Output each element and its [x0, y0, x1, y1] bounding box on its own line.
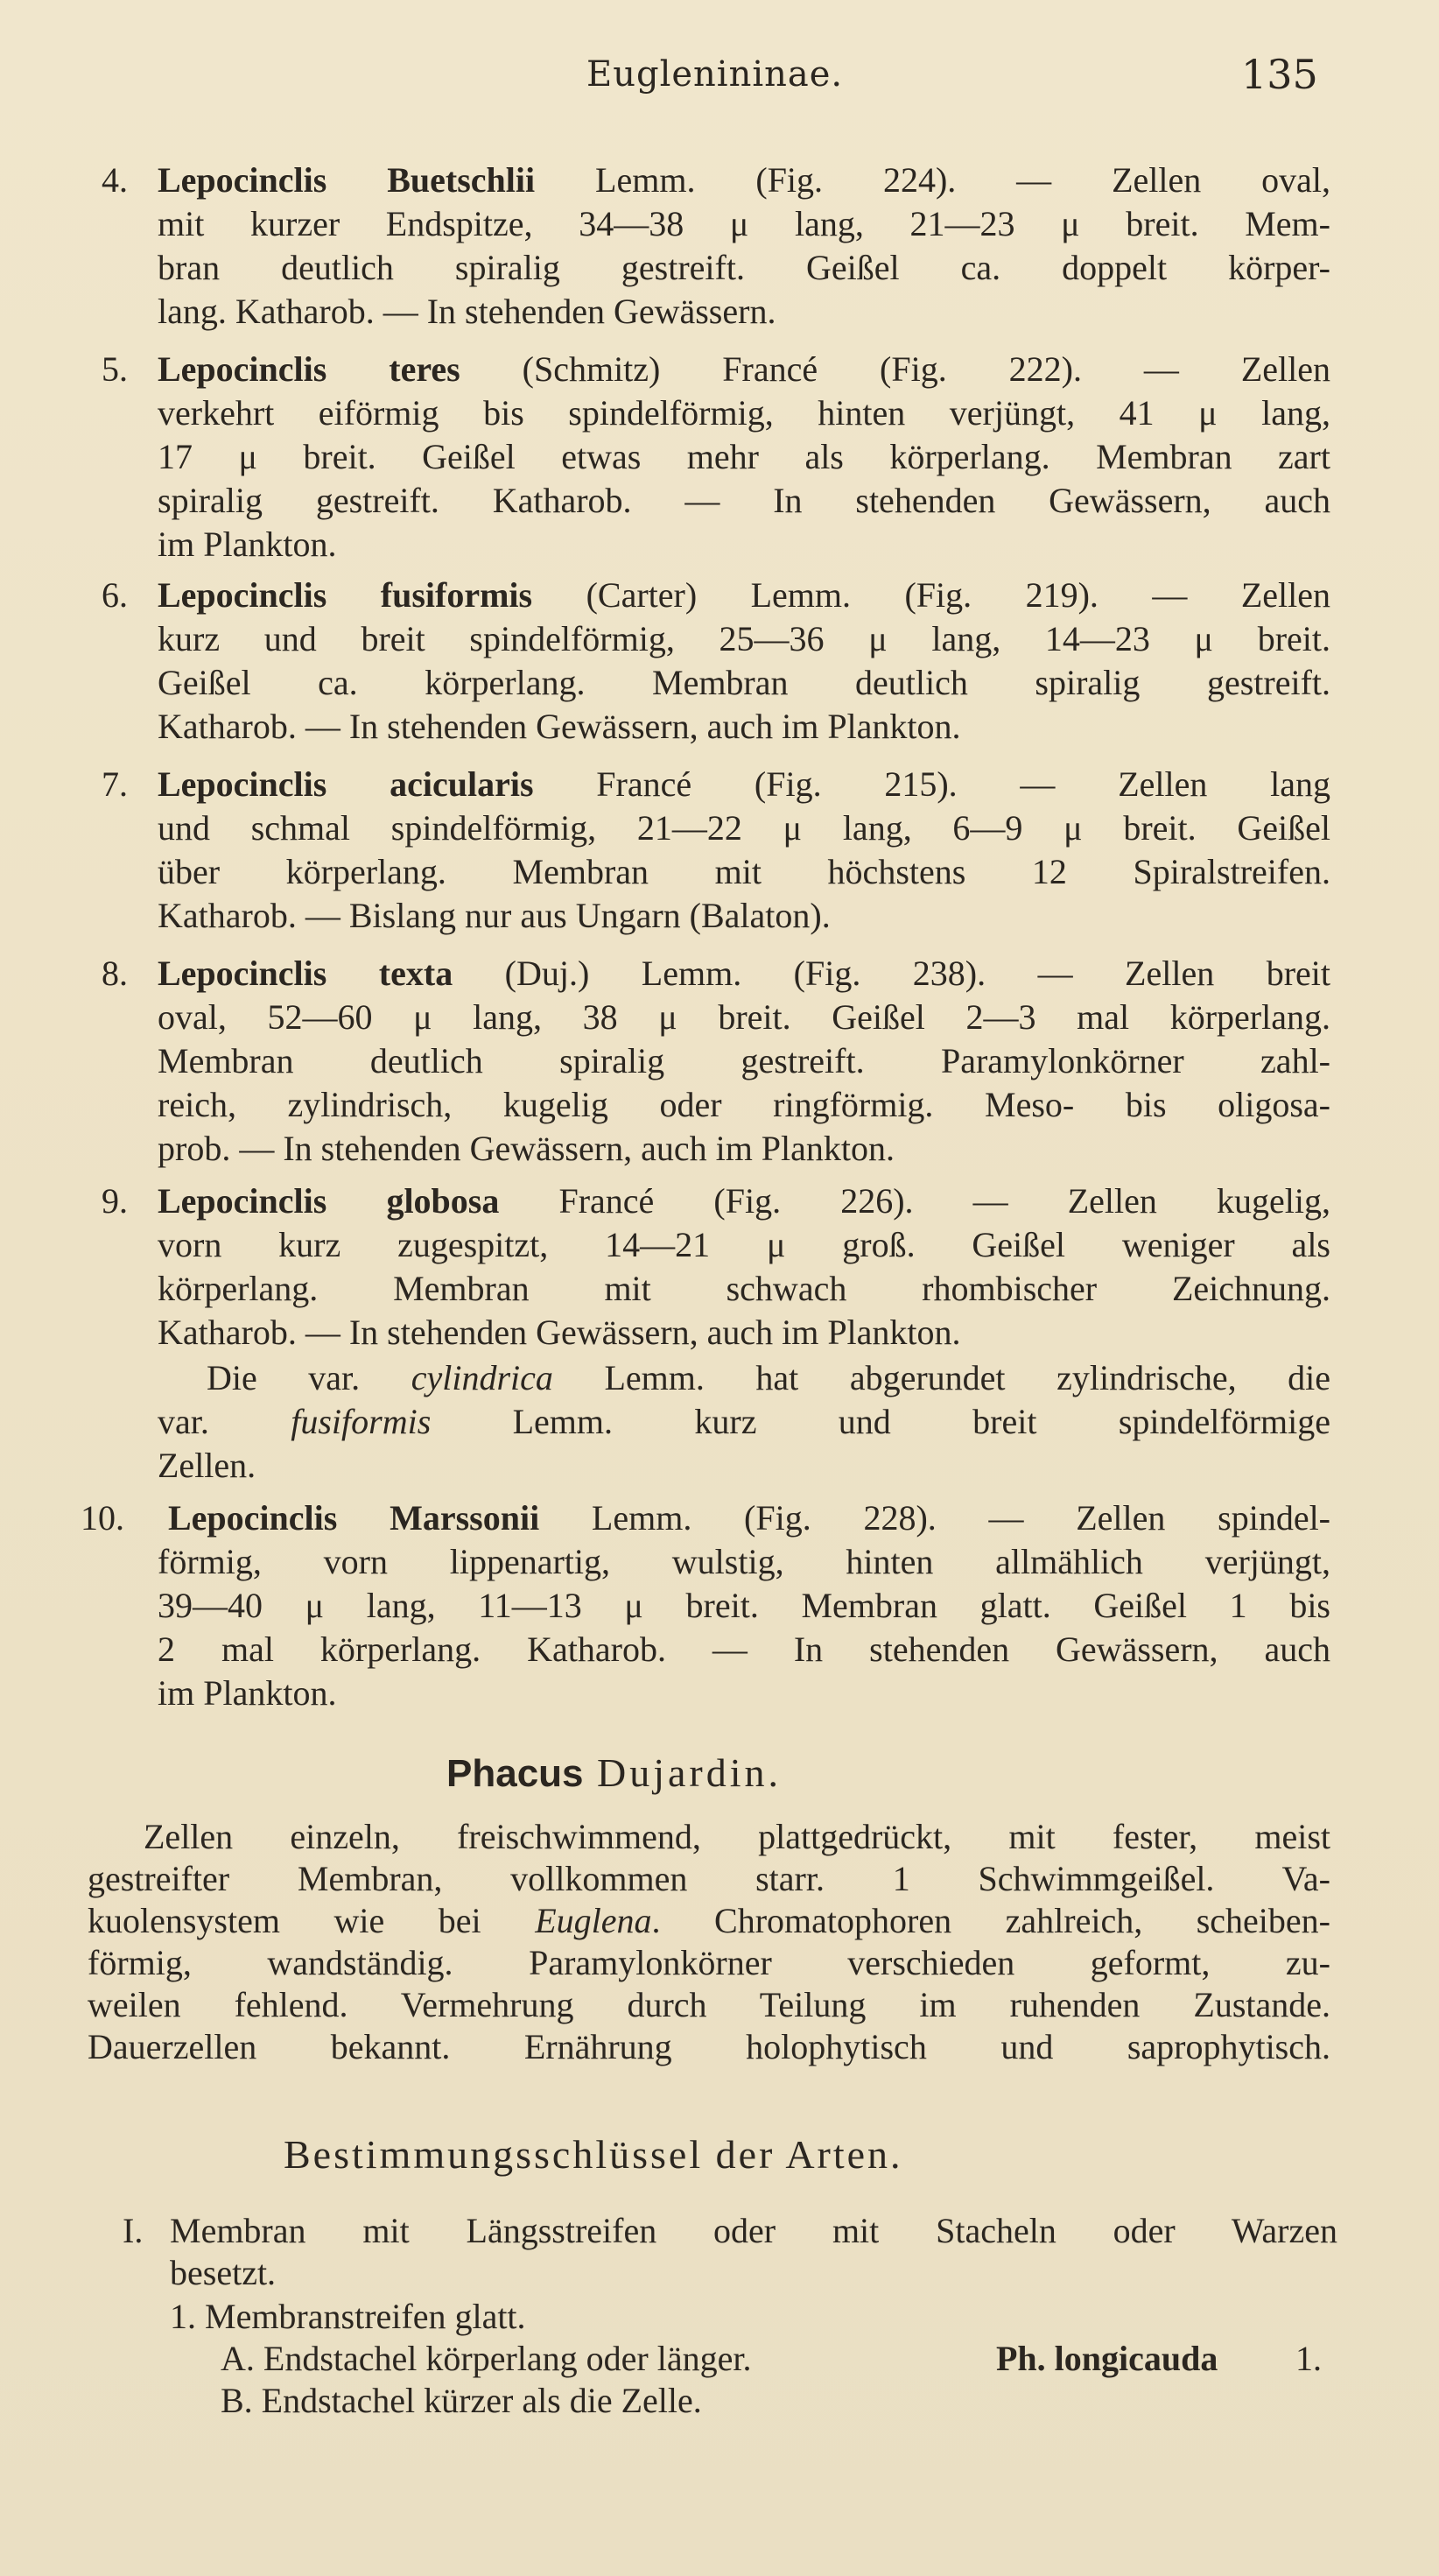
running-title: Euglenininae. — [586, 54, 844, 95]
species-text-line: spiralig gestreift. Katharob. — In stehenden Gewässern, auch — [158, 481, 1330, 520]
species-10-line-3: 39—40 μ lang, 11—13 μ breit. Membran glatt. Geißel 1 bis — [158, 1586, 1330, 1625]
key-item-I-line-1: Membran mit Längsstreifen oder mit Stacheln oder Warzen — [170, 2211, 1337, 2250]
species-text-line: Lepocinclis texta (Duj.) Lemm. (Fig. 238). — Zellen breit — [158, 954, 1330, 993]
genus-description-line: Dauerzellen bekannt. Ernährung holophytisch und saprophytisch. — [88, 2027, 1330, 2066]
species-text-line: kurz und breit spindelförmig, 25—36 μ lang, 14—23 μ breit. — [158, 619, 1330, 658]
species-text-line: vorn kurz zugespitzt, 14—21 μ groß. Geißel weniger als — [158, 1225, 1330, 1264]
species-number: 7. — [102, 764, 128, 804]
species-text-line: und schmal spindelförmig, 21—22 μ lang, 6—9 μ breit. Geißel — [158, 808, 1330, 848]
var-note-line-1: Die var. cylindrica Lemm. hat abgerundet zylindrische, die — [207, 1358, 1330, 1397]
species-10-line-5: im Plankton. — [158, 1673, 337, 1713]
genus-description-line: förmig, wandständig. Paramylonkörner verschieden geformt, zu- — [88, 1943, 1330, 1982]
key-item-A-result-number: 1. — [1295, 2339, 1322, 2378]
species-text-line: prob. — In stehenden Gewässern, auch im Plankton. — [158, 1129, 895, 1168]
var-note-line-3: Zellen. — [158, 1446, 256, 1485]
species-text-line: 17 μ breit. Geißel etwas mehr als körperlang. Membran zart — [158, 437, 1330, 476]
genus-heading: Phacus Dujardin. — [446, 1750, 783, 1795]
species-number: 8. — [102, 954, 128, 993]
species-text-line: Katharob. — In stehenden Gewässern, auch im Plankton. — [158, 1313, 961, 1352]
key-item-A: A. Endstachel körperlang oder länger. — [221, 2339, 752, 2378]
species-text-line: oval, 52—60 μ lang, 38 μ breit. Geißel 2—3 mal körperlang. — [158, 997, 1330, 1037]
page-number: 135 — [1241, 51, 1318, 98]
key-item-A-result: Ph. longicauda — [996, 2339, 1218, 2378]
species-text-line: Lepocinclis Buetschlii Lemm. (Fig. 224). — Zellen oval, — [158, 160, 1331, 200]
key-item-1: 1. Membranstreifen glatt. — [170, 2297, 526, 2336]
species-number-10: 10. — [81, 1498, 124, 1538]
genus-description-line: gestreifter Membran, vollkommen starr. 1 Schwimmgeißel. Va- — [88, 1859, 1330, 1898]
key-item-I-number: I. — [123, 2211, 144, 2250]
species-name: Lepocinclis texta — [158, 954, 453, 993]
species-10-line-2: förmig, vorn lippenartig, wulstig, hinten allmählich verjüngt, — [158, 1542, 1330, 1581]
species-text-line: lang. Katharob. — In stehenden Gewässern. — [158, 292, 776, 331]
species-number: 6. — [102, 575, 128, 615]
species-text-line: Lepocinclis teres (Schmitz) Francé (Fig. 222). — Zellen — [158, 349, 1331, 389]
key-item-B: B. Endstachel kürzer als die Zelle. — [221, 2381, 702, 2420]
species-text-line: Lepocinclis acicularis Francé (Fig. 215). — Zellen lang — [158, 764, 1330, 804]
species-text-line: reich, zylindrisch, kugelig oder ringförmig. Meso- bis oligosa- — [158, 1085, 1330, 1124]
species-text-line: Lepocinclis globosa Francé (Fig. 226). — Zellen kugelig, — [158, 1181, 1330, 1221]
species-number: 5. — [102, 349, 128, 389]
species-name: Lepocinclis acicularis — [158, 764, 534, 804]
species-text-line: mit kurzer Endspitze, 34—38 μ lang, 21—23 μ breit. Mem- — [158, 204, 1330, 243]
species-text-line: Lepocinclis fusiformis (Carter) Lemm. (Fig. 219). — Zellen — [158, 575, 1330, 615]
species-text-line: Katharob. — In stehenden Gewässern, auch im Plankton. — [158, 707, 961, 746]
species-10-line-1: Lepocinclis Marssonii Lemm. (Fig. 228). — Zellen spindel- — [168, 1498, 1331, 1538]
species-text-line: Katharob. — Bislang nur aus Ungarn (Balaton). — [158, 896, 831, 935]
page-header — [0, 51, 1439, 107]
var-note-line-2: var. fusiformis Lemm. kurz und breit spindelförmige — [158, 1402, 1330, 1441]
species-text-line: körperlang. Membran mit schwach rhombischer Zeichnung. — [158, 1269, 1330, 1308]
genus-description-line: kuolensystem wie bei Euglena. Chromatophoren zahlreich, scheiben- — [88, 1901, 1330, 1940]
species-text-line: im Plankton. — [158, 524, 337, 564]
key-item-I-line-2: besetzt. — [170, 2253, 277, 2292]
species-name: Lepocinclis fusiformis — [158, 575, 533, 615]
key-title: Bestimmungsschlüssel der Arten. — [284, 2132, 903, 2177]
species-text-line: Membran deutlich spiralig gestreift. Paramylonkörner zahl- — [158, 1041, 1330, 1080]
species-number: 4. — [102, 160, 128, 200]
species-number: 9. — [102, 1181, 128, 1221]
species-name: Lepocinclis globosa — [158, 1181, 500, 1221]
genus-description-line: Zellen einzeln, freischwimmend, plattgedrückt, mit fester, meist — [144, 1817, 1330, 1856]
species-text-line: verkehrt eiförmig bis spindelförmig, hinten verjüngt, 41 μ lang, — [158, 393, 1330, 433]
species-name: Lepocinclis teres — [158, 349, 460, 389]
species-text-line: über körperlang. Membran mit höchstens 12 Spiralstreifen. — [158, 852, 1330, 891]
species-name: Lepocinclis Buetschlii — [158, 160, 536, 200]
genus-description-line: weilen fehlend. Vermehrung durch Teilung im ruhenden Zustande. — [88, 1985, 1330, 2024]
species-10-line-4: 2 mal körperlang. Katharob. — In stehenden Gewässern, auch — [158, 1629, 1330, 1669]
species-text-line: Geißel ca. körperlang. Membran deutlich spiralig gestreift. — [158, 663, 1330, 702]
species-text-line: bran deutlich spiralig gestreift. Geißel ca. doppelt körper- — [158, 248, 1330, 287]
